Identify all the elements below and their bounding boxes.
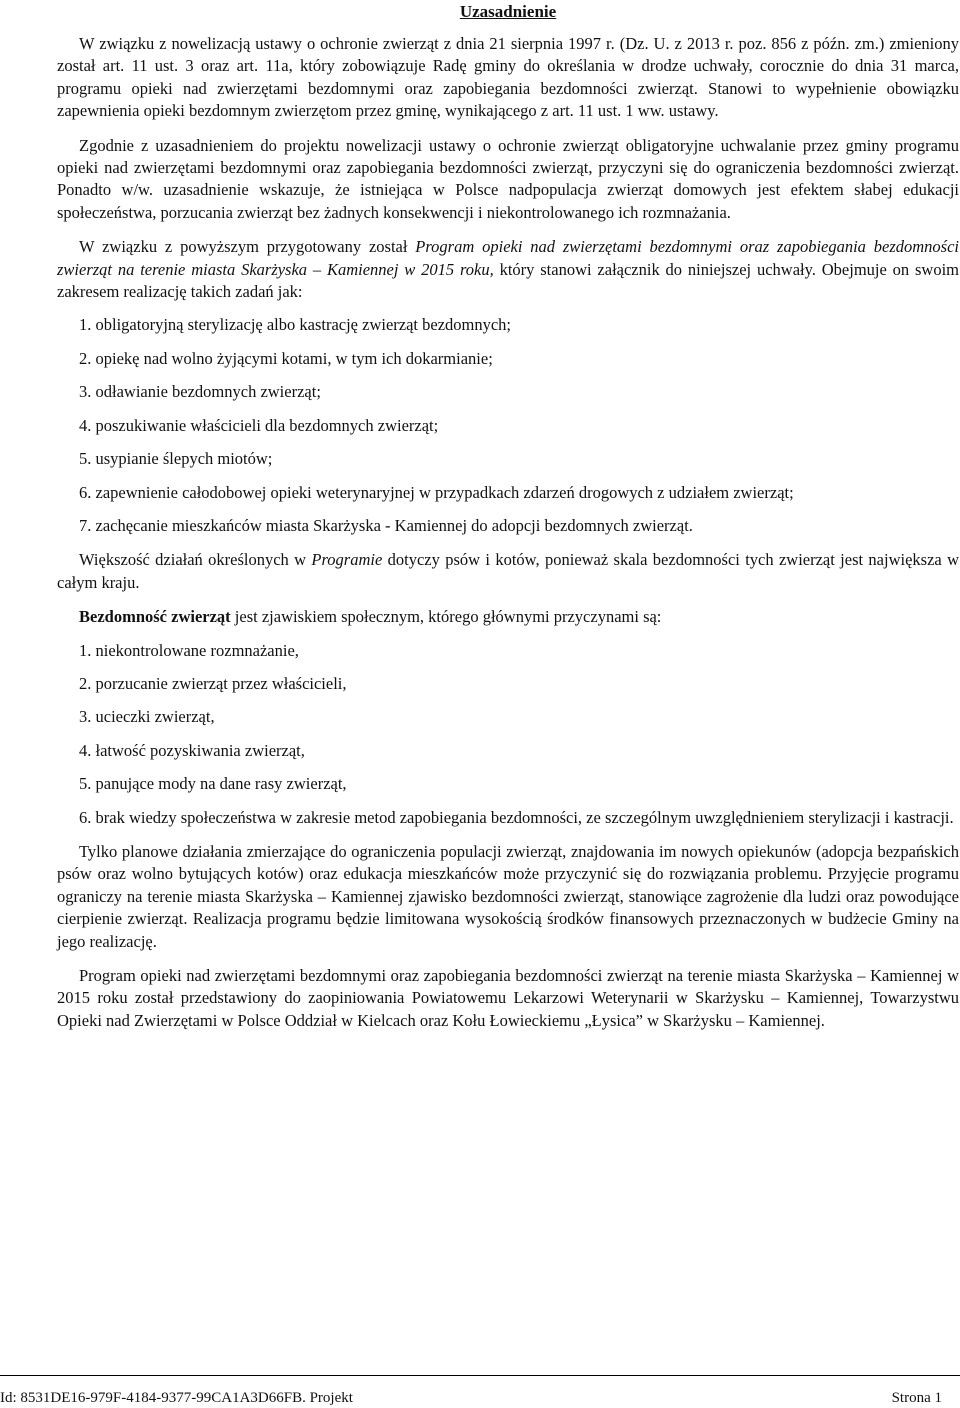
- page-number: Strona 1: [891, 1390, 942, 1406]
- list-item: 3. odławianie bezdomnych zwierząt;: [79, 382, 321, 402]
- causes-list: [57, 640, 959, 829]
- paragraph-7: Program opieki nad zwierzętami bezdomnymi oraz zapobiegania bezdomności zwierząt na terenie miasta Skarżyska – Kamiennej w 2015 roku został przedstawiony do zaopiniowania Powiatowemu Lekarzowi Weterynarii w Skarżysku – Kamiennej, Towarzystwu Opieki nad Zwierzętami w Polsce Oddział w Kielcach oraz Kołu Łowieckiemu „Łysica” w Skarżysku – Kamiennej.: [57, 966, 959, 1030]
- paragraph-5-text: jest zjawiskiem społecznym, którego głównymi przyczynami są:: [230, 607, 662, 627]
- paragraph-6: Tylko planowe działania zmierzające do ograniczenia populacji zwierząt, znajdowania im nowych opiekunów (adopcja bezpańskich psów oraz wolno bytujących kotów) oraz edukacja mieszkańców może przyczynić się do rozwiązania problemu. Przyjęcie programu ograniczy na terenie miasta Skarżyska – Kamiennej zjawisko bezdomności zwierząt, stanowiące zagrożenie dla ludzi oraz powodujące cierpienie zwierząt. Realizacja programu będzie limitowana wysokością środków finansowych przeznaczonych w budżecie Gminy na jego realizację.: [57, 841, 959, 951]
- list-item: 5. usypianie ślepych miotów;: [79, 449, 273, 469]
- list-item: 1. obligatoryjną sterylizację albo kastrację zwierząt bezdomnych;: [79, 315, 512, 335]
- paragraph-3: [57, 236, 959, 303]
- list-item: 1. niekontrolowane rozmnażanie,: [79, 640, 299, 660]
- list-item: 6. brak wiedzy społeczeństwa w zakresie metod zapobiegania bezdomności, ze szczególnym uwzględnieniem sterylizacji i kastracji.: [79, 807, 954, 827]
- document-id: Id: 8531DE16-979F-4184-9377-99CA1A3D66FB. Projekt: [0, 1390, 353, 1406]
- list-item: 5. panujące mody na dane rasy zwierząt,: [79, 774, 347, 794]
- list-item: 4. łatwość pozyskiwania zwierząt,: [79, 740, 305, 760]
- document-body: [57, 33, 959, 1032]
- list-item: 3. ucieczki zwierząt,: [79, 707, 215, 727]
- program-title: Program opieki nad zwierzętami bezdomnymi oraz zapobiegania bezdomności zwierząt na terenie miasta Skarżyska – Kamiennej w 2015 roku,: [57, 237, 960, 279]
- paragraph-4-text: Większość działań określonych w: [79, 550, 312, 570]
- list-item: 2. porzucanie zwierząt przez właścicieli,: [79, 673, 347, 693]
- paragraph-2: Zgodnie z uzasadnieniem do projektu nowelizacji ustawy o ochronie zwierząt obligatoryjne uchwalanie przez gminy programu opieki nad zwierzętami bezdomnymi oraz zapobiegania bezdomności zwierząt, przyczyni się do ograniczenia bezdomności zwierząt. Ponadto w/w. uzasadnienie wskazuje, że istniejąca w Polsce nadpopulacja zwierząt domowych jest efektem słabej edukacji społeczeństwa, porzucania zwierząt bez żadnych konsekwencji i niekontrolowanego ich rozmnażania.: [57, 135, 959, 222]
- list-item: 4. poszukiwanie właścicieli dla bezdomnych zwierząt;: [79, 415, 439, 435]
- paragraph-4-text-end: dotyczy psów i kotów, ponieważ skala bezdomności tych zwierząt jest największa w całym kraju.: [57, 550, 959, 592]
- paragraph-5: [57, 606, 959, 628]
- paragraph-1: W związku z nowelizacją ustawy o ochronie zwierząt z dnia 21 sierpnia 1997 r. (Dz. U. z 2013 r. poz. 856 z późn. zm.) zmieniony został art. 11 ust. 3 oraz art. 11a, który zobowiązuje Radę gminy do określania w drodze uchwały, corocznie do dnia 31 marca, programu opieki nad zwierzętami bezdomnymi oraz zapobiegania bezdomności zwierząt. Stanowi to wypełnienie obowiązku zapewnienia opieki bezdomnym zwierzętom przez gminę, wynikającego z art. 11 ust. 1 ww. ustawy.: [57, 34, 959, 121]
- list-item: 2. opiekę nad wolno żyjącymi kotami, w tym ich dokarmianie;: [79, 348, 493, 368]
- paragraph-3-text-end: który stanowi załącznik do niniejszej uchwały. Obejmuje on swoim zakresem realizację takich zadań jak:: [57, 259, 959, 302]
- paragraph-3-text: W związku z powyższym przygotowany został: [79, 237, 416, 257]
- program-reference: Programie: [311, 550, 383, 570]
- page-footer: [0, 1375, 960, 1407]
- paragraph-4: [57, 549, 959, 594]
- document-title: Uzasadnienie: [459, 2, 557, 21]
- list-item: 7. zachęcanie mieszkańców miasta Skarżyska - Kamiennej do adopcji bezdomnych zwierząt.: [79, 515, 693, 535]
- bold-term: Bezdomność zwierząt: [79, 607, 231, 627]
- task-list: [57, 314, 959, 537]
- list-item: 6. zapewnienie całodobowej opieki weterynaryjnej w przypadkach zdarzeń drogowych z udziałem zwierząt;: [79, 482, 794, 502]
